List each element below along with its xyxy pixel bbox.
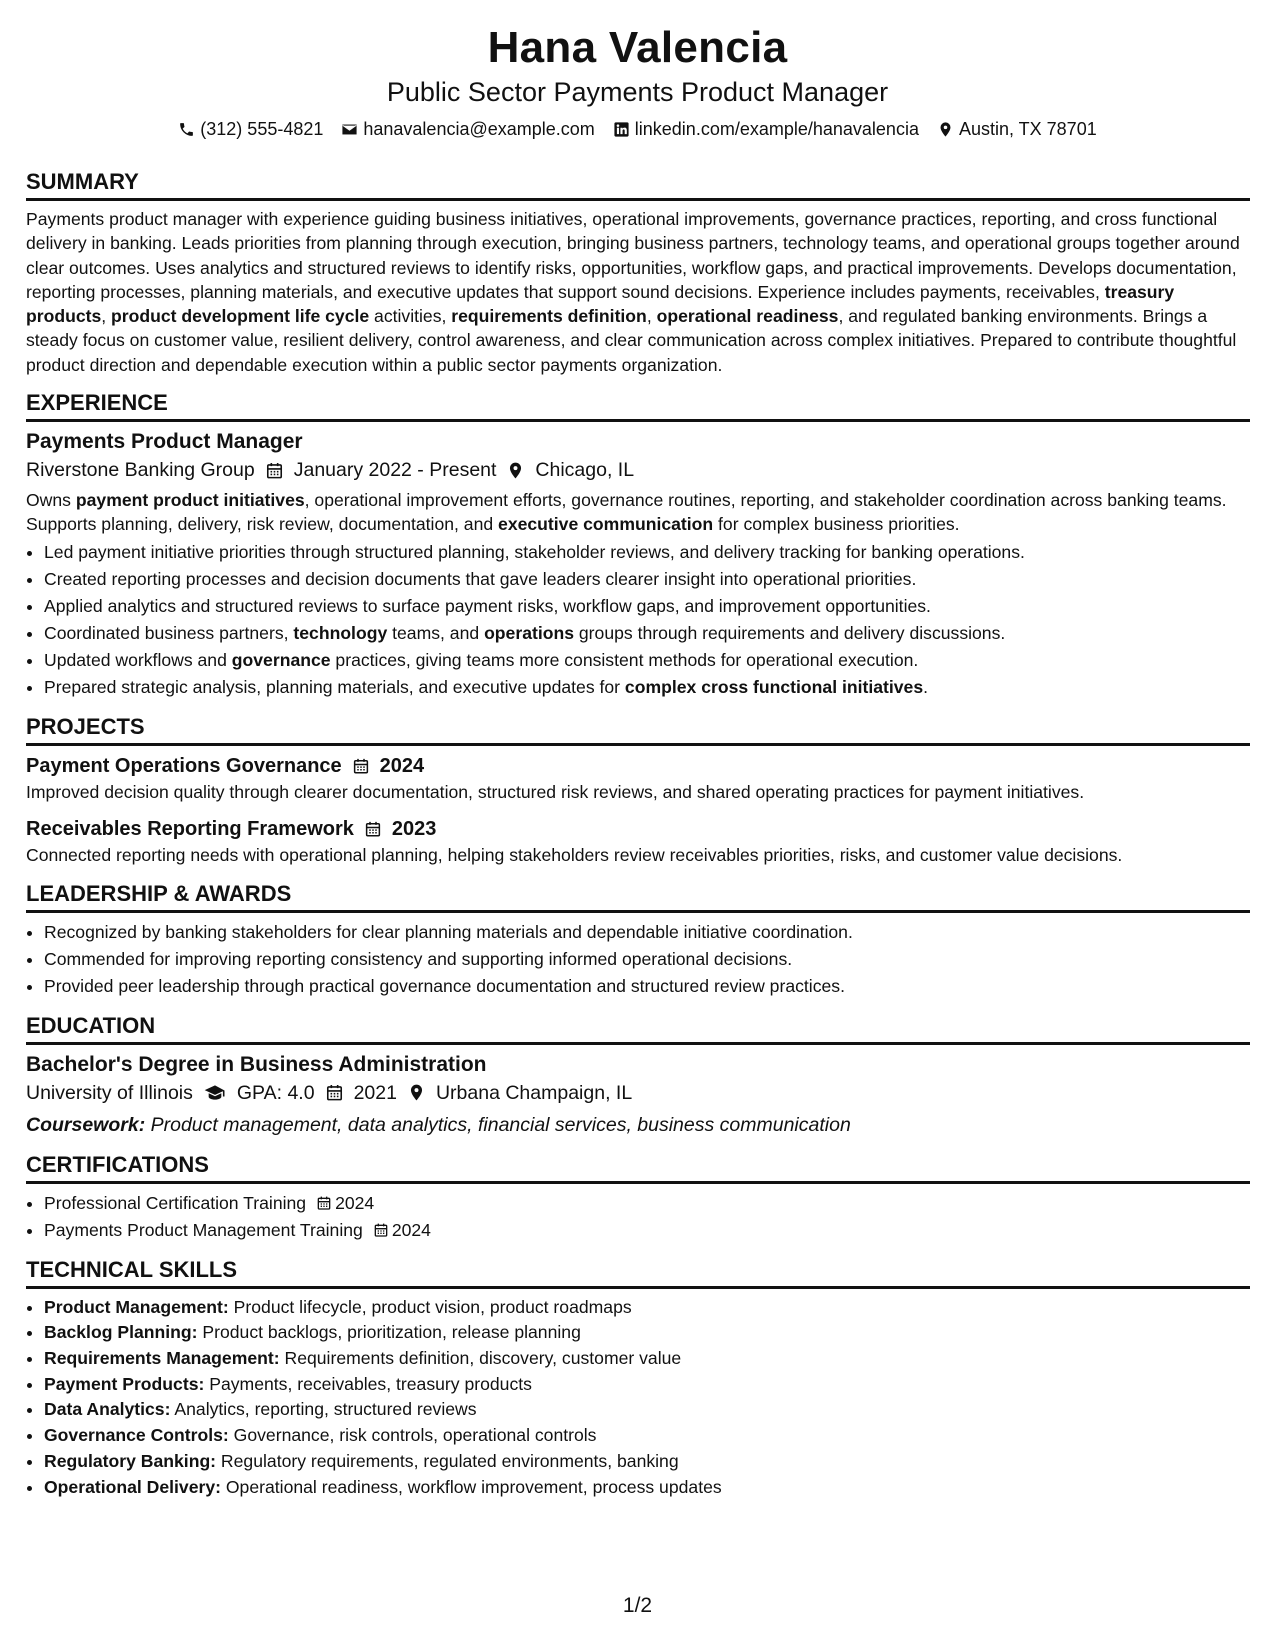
list-item: • Provided peer leadership through practical governance documentation and structured review practices. <box>44 973 1250 1000</box>
list-item: • Backlog Planning: Product backlogs, prioritization, release planning <box>44 1320 1250 1346</box>
leadership-list <box>26 919 1250 1000</box>
leadership-section <box>26 880 1250 1000</box>
list-item: • Recognized by banking stakeholders for clear planning materials and dependable initiative coordination. <box>44 919 1250 946</box>
gpa: GPA: 4.0 <box>236 1081 315 1104</box>
degree-title: Bachelor's Degree in Business Administration <box>26 1052 487 1076</box>
skills-list <box>26 1295 1250 1501</box>
education-meta <box>26 1079 1250 1107</box>
list-item: • Coordinated business partners, technology teams, and operations groups through requirements and delivery discussions. <box>44 620 1250 647</box>
list-item: • Operational Delivery: Operational readiness, workflow improvement, process updates <box>44 1475 1250 1501</box>
coursework-text: Product management, data analytics, financial services, business communication <box>145 1113 851 1136</box>
job-dates: January 2022 - Present <box>293 459 497 482</box>
company-name: Riverstone Banking Group <box>26 459 255 482</box>
list-item: • Product Management: Product lifecycle, product vision, product roadmaps <box>44 1295 1250 1321</box>
contact-linkedin[interactable] <box>613 118 919 140</box>
cert-year: 2024 <box>335 1192 375 1213</box>
calendar-icon <box>352 757 370 775</box>
project-description: Improved decision quality through clearer documentation, structured risk reviews, and shared operating practices for payment initiatives. <box>26 781 1085 802</box>
list-item: • Data Analytics: Analytics, reporting, structured reviews <box>44 1397 1250 1423</box>
experience-section <box>26 389 1250 701</box>
list-item: • Payment Products: Payments, receivables, treasury products <box>44 1372 1250 1398</box>
graduation-year: 2021 <box>353 1081 397 1104</box>
list-item: • Updated workflows and governance practices, giving teams more consistent methods for operational execution. <box>44 647 1250 674</box>
list-item: • Created reporting processes and decision documents that gave leaders clearer insight into operational priorities. <box>44 566 1250 593</box>
linkedin-text[interactable]: linkedin.com/example/hanavalencia <box>634 119 919 139</box>
resume-header <box>0 0 1275 140</box>
envelope-icon <box>341 121 358 138</box>
project-year: 2023 <box>391 817 437 840</box>
leadership-heading: LEADERSHIP & AWARDS <box>26 880 1250 913</box>
calendar-icon <box>325 1083 344 1102</box>
job-intro: Owns payment product initiatives, operational improvement efforts, governance routines, reporting, and stakeholder coordination across banking teams. Supports planning, delivery, risk review, documentation, and executive communication for complex business priorities. <box>26 490 1227 535</box>
candidate-name: Hana Valencia <box>487 23 788 72</box>
project-year: 2024 <box>379 754 425 777</box>
contact-email[interactable] <box>341 118 594 140</box>
summary-section <box>26 168 1250 377</box>
location-text: Austin, TX 78701 <box>958 119 1097 139</box>
summary-text: Payments product manager with experience guiding business initiatives, operational improvements, governance practices, reporting, and cross functional delivery in banking. Leads priorities from planning through execution, bringing business partners, technology teams, and operational groups together around clear outcomes. Uses analytics and structured reviews to identify risks, opportunities, workflow gaps, and practical improvements. Develops documentation, reporting processes, planning materials, and executive updates that support sound decisions. Experience includes payments, receivables, treasury products, product development life cycle activities, requirements definition, operational readiness, and regulated banking environments. Brings a steady focus on customer value, resilient delivery, control awareness, and clear communication across complex initiatives. Prepared to contribute thoughtful product direction and dependable execution within a public sector payments organization. <box>26 209 1240 375</box>
education-section <box>26 1012 1250 1139</box>
map-pin-icon <box>506 461 525 480</box>
coursework-label: Coursework: <box>26 1113 146 1136</box>
projects-section <box>26 713 1250 868</box>
list-item: • Applied analytics and structured reviews to surface payment risks, workflow gaps, and improvement opportunities. <box>44 593 1250 620</box>
calendar-icon <box>364 820 382 838</box>
education-heading: EDUCATION <box>26 1012 1250 1045</box>
cert-name: • Professional Certification Training <box>44 1192 307 1213</box>
resume-body <box>26 168 1250 1512</box>
phone-icon <box>178 121 195 138</box>
graduation-cap-icon <box>203 1083 227 1102</box>
job-meta <box>26 456 1250 484</box>
job-location: Chicago, IL <box>535 459 635 482</box>
project-item <box>26 752 1250 805</box>
projects-heading: PROJECTS <box>26 713 1250 746</box>
linkedin-icon <box>613 121 630 138</box>
email-text[interactable]: hanavalencia@example.com <box>363 119 595 139</box>
project-item <box>26 815 1250 868</box>
summary-heading: SUMMARY <box>26 168 1250 201</box>
school-name: University of Illinois <box>26 1081 193 1104</box>
skills-heading: TECHNICAL SKILLS <box>26 1256 1250 1289</box>
page-number: 1/2 <box>622 1594 653 1617</box>
certifications-heading: CERTIFICATIONS <box>26 1151 1250 1184</box>
job-title: Payments Product Manager <box>26 430 303 454</box>
list-item: • Led payment initiative priorities through structured planning, stakeholder reviews, and delivery tracking for banking operations. <box>44 539 1250 566</box>
project-name: Receivables Reporting Framework <box>26 817 354 840</box>
contact-phone <box>178 118 323 140</box>
map-pin-icon <box>407 1083 426 1102</box>
contact-bar <box>0 118 1275 140</box>
list-item: • Prepared strategic analysis, planning materials, and executive updates for complex cross functional initiatives. <box>44 674 1250 701</box>
list-item: • Commended for improving reporting consistency and supporting informed operational decisions. <box>44 946 1250 973</box>
candidate-title: Public Sector Payments Product Manager <box>386 77 889 107</box>
list-item: • Governance Controls: Governance, risk controls, operational controls <box>44 1423 1250 1449</box>
list-item: • Requirements Management: Requirements definition, discovery, customer value <box>44 1346 1250 1372</box>
coursework <box>26 1111 1250 1139</box>
certifications-section <box>26 1151 1250 1244</box>
project-name: Payment Operations Governance <box>26 754 342 777</box>
skills-section <box>26 1256 1250 1501</box>
school-location: Urbana Champaign, IL <box>435 1081 633 1104</box>
map-pin-icon <box>937 121 954 138</box>
calendar-icon <box>373 1222 389 1238</box>
list-item: • Regulatory Banking: Regulatory requirements, regulated environments, banking <box>44 1449 1250 1475</box>
project-description: Connected reporting needs with operational planning, helping stakeholders review receivables priorities, risks, and customer value decisions. <box>26 844 1123 865</box>
job-bullets <box>26 539 1250 701</box>
list-item <box>44 1190 1250 1217</box>
calendar-icon <box>316 1195 332 1211</box>
certifications-list <box>26 1190 1250 1244</box>
experience-heading: EXPERIENCE <box>26 389 1250 422</box>
list-item <box>44 1217 1250 1244</box>
phone-text: (312) 555-4821 <box>200 119 324 139</box>
contact-location <box>937 118 1097 140</box>
cert-name: • Payments Product Management Training <box>44 1219 363 1240</box>
calendar-icon <box>265 461 284 480</box>
cert-year: 2024 <box>391 1219 431 1240</box>
